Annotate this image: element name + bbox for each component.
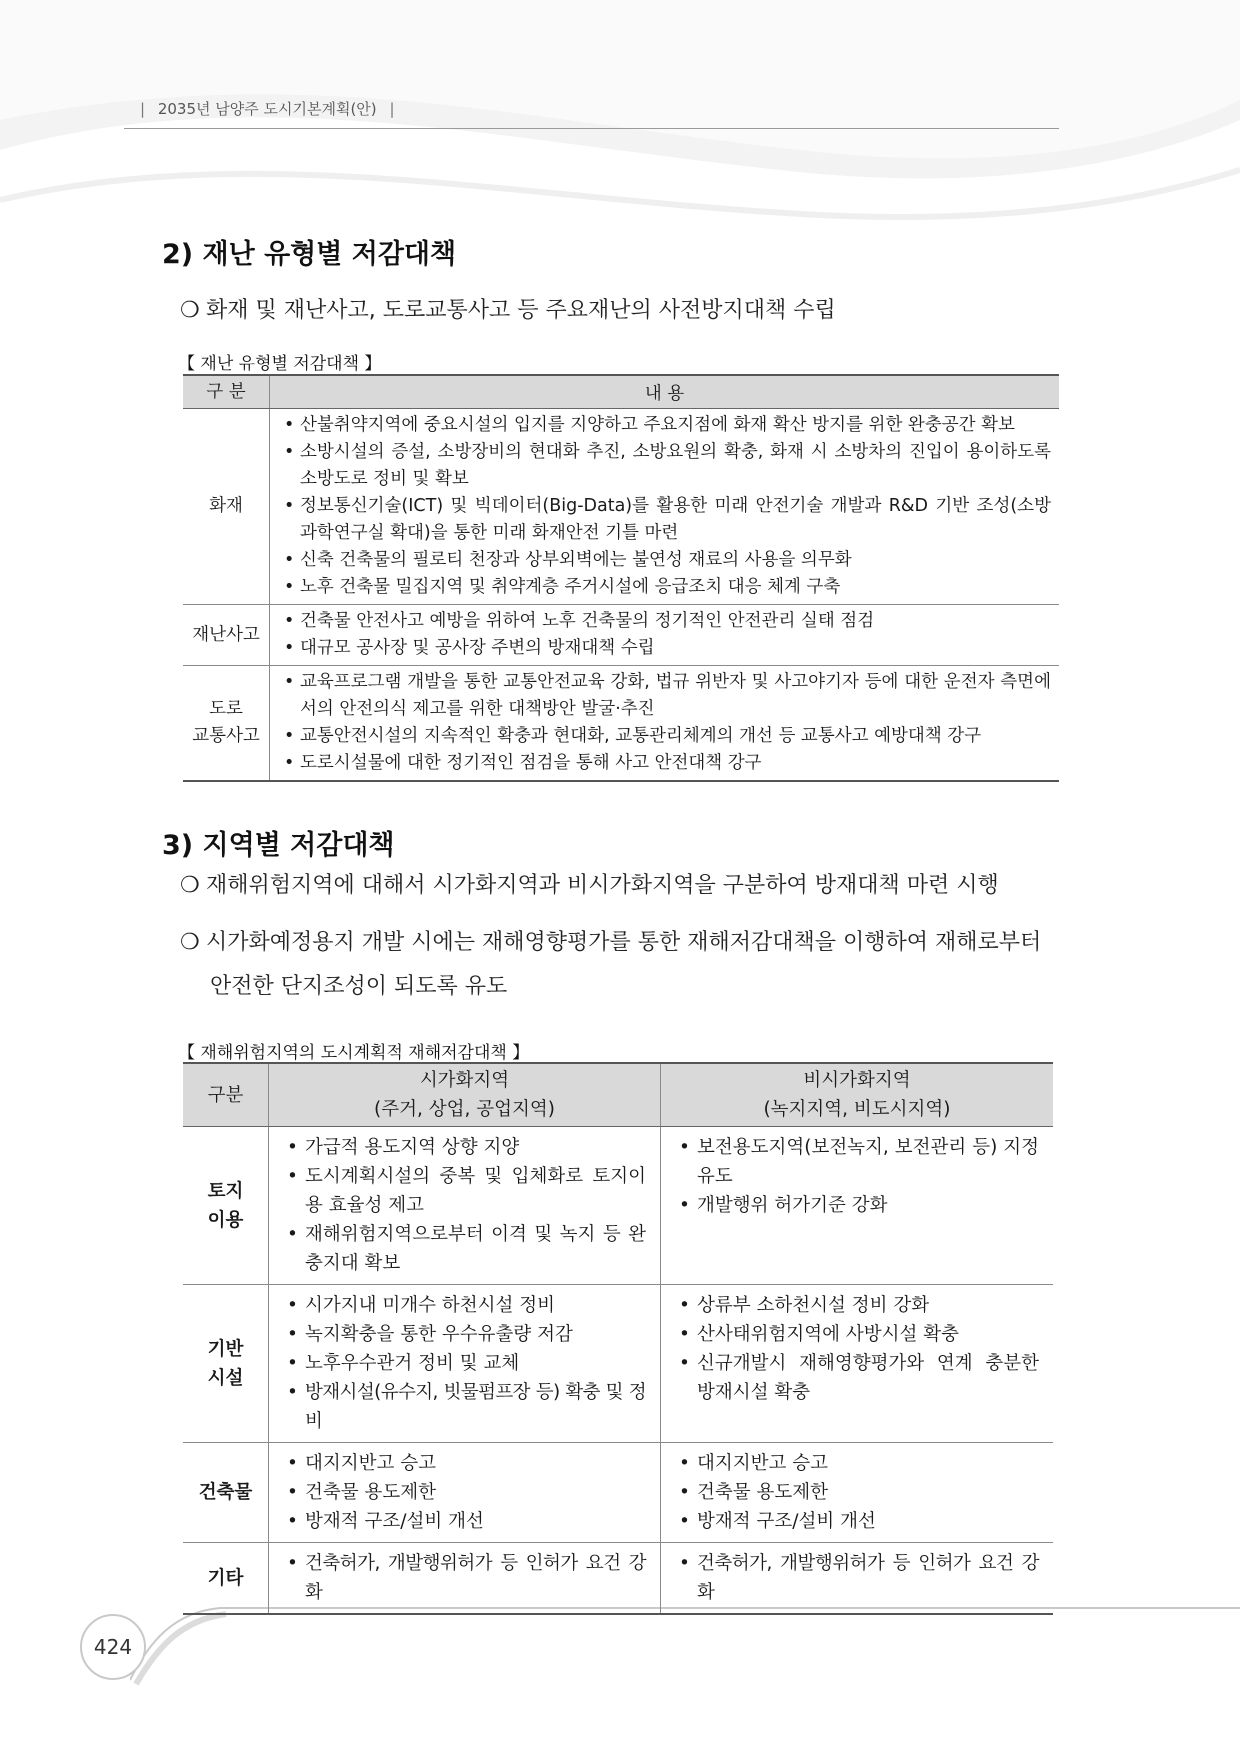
running-header [132,98,403,119]
table-row [183,1443,1053,1543]
list-item: • 대지지반고 승고 [287,1453,436,1474]
table-header-cell: 구분 [183,1063,269,1127]
list-item: • 재해위험지역으로부터 이격 및 녹지 등 완충지대 확보 [287,1224,646,1274]
row-category-disaster-accident: 재난사고 [183,605,270,666]
table-header-cell: 구 분 [183,375,270,409]
nonurban-cell [661,1443,1054,1543]
disaster-type-table [183,374,1059,782]
page-number: 424 [80,1614,146,1680]
list-item: • 산불취약지역에 중요시설의 입지를 지양하고 주요지점에 화재 확산 방지를 위한 완충공간 확보 [284,415,1015,435]
row-category-other: 기타 [183,1543,269,1615]
row-content [270,666,1060,782]
urban-cell [269,1443,661,1543]
list-item: • 시가지내 미개수 하천시설 정비 [287,1295,555,1316]
table-2-caption: 【 재해위험지역의 도시계획적 재해저감대책 】 [178,1043,530,1063]
list-item: • 도시계획시설의 중복 및 입체화로 토지이용 효율성 제고 [287,1166,646,1216]
list-item: • 소방시설의 증설, 소방장비의 현대화 추진, 소방요원의 확충, 화재 시 소방차의 진입이 용이하도록 소방도로 정비 및 확보 [284,442,1051,489]
list-item: • 정보통신기술(ICT) 및 빅데이터(Big-Data)를 활용한 미래 안전기술 개발과 R&D 기반 조성(소방과학연구실 확대)을 통한 미래 화재안전 기틀 마련 [284,496,1051,543]
section-3-title: 3) 지역별 저감대책 [162,830,395,861]
section-3-bullet-1: ❍ 재해위험지역에 대해서 시가화지역과 비시가화지역을 구분하여 방재대책 마련 시행 [180,867,999,905]
table-row [183,666,1059,782]
table-header-cell-nonurban: 비시가화지역 (녹지지역, 비도시지역) [661,1063,1054,1127]
list-item: • 대규모 공사장 및 공사장 주변의 방재대책 수립 [284,638,655,658]
urban-cell [269,1127,661,1285]
nonurban-cell [661,1543,1054,1615]
row-category-traffic-accident: 도로 교통사고 [183,666,270,782]
header-doc-title: 2035년 남양주 도시기본계획(안) [157,100,377,118]
row-category-buildings: 건축물 [183,1443,269,1543]
list-item: • 방재적 구조/설비 개선 [287,1511,484,1532]
table-row [183,409,1059,605]
list-item: • 신규개발시 재해영향평가와 연계 충분한 방재시설 확충 [679,1353,1039,1403]
nonurban-cell [661,1127,1054,1285]
list-item: • 방재시설(유수지, 빗물펌프장 등) 확충 및 정비 [287,1382,646,1432]
list-item: • 건축허가, 개발행위허가 등 인허가 요건 강화 [287,1553,646,1603]
table-header-row [183,375,1059,409]
list-item: • 가급적 용도지역 상향 지양 [287,1137,520,1158]
row-category-fire: 화재 [183,409,270,605]
hollow-circle-icon: ❍ [180,298,200,323]
list-item: • 건축물 안전사고 예방을 위하여 노후 건축물의 정기적인 안전관리 실태 점검 [284,611,875,631]
list-item: • 개발행위 허가기준 강화 [679,1195,888,1216]
hazard-area-table [183,1062,1053,1615]
list-item: • 산사태위험지역에 사방시설 확충 [679,1324,959,1345]
list-item: • 교육프로그램 개발을 통한 교통안전교육 강화, 법규 위반자 및 사고야기자 등에 대한 운전자 측면에서의 안전의식 제고를 위한 대책방안 발굴·추진 [284,672,1051,719]
table-header-cell-urban: 시가화지역 (주거, 상업, 공업지역) [269,1063,661,1127]
table-row [183,605,1059,666]
table-header-cell: 내 용 [270,375,1060,409]
section-3-bullet-2: ❍ 시가화예정용지 개발 시에는 재해영향평가를 통한 재해저감대책을 이행하여 재해로부터 안전한 단지조성이 되도록 유도 [180,924,1041,1006]
hollow-circle-icon: ❍ [180,930,200,955]
list-item: • 건축물 용도제한 [679,1482,828,1503]
table-1-caption: 【 재난 유형별 저감대책 】 [178,354,382,374]
list-item: • 건축허가, 개발행위허가 등 인허가 요건 강화 [679,1553,1039,1603]
list-item: • 방재적 구조/설비 개선 [679,1511,876,1532]
table-row [183,1127,1053,1285]
urban-cell [269,1285,661,1443]
list-item: • 보전용도지역(보전녹지, 보전관리 등) 지정 유도 [679,1137,1039,1187]
page-number-badge [80,1614,146,1680]
list-item: • 노후우수관거 정비 및 교체 [287,1353,520,1374]
list-item: • 건축물 용도제한 [287,1482,436,1503]
table-row [183,1543,1053,1615]
section-2-bullet [180,292,836,330]
list-item: • 도로시설물에 대한 정기적인 점검을 통해 사고 안전대책 강구 [284,753,762,773]
table-header-row [183,1063,1053,1127]
nonurban-cell [661,1285,1054,1443]
list-item: • 대지지반고 승고 [679,1453,828,1474]
row-content [270,409,1060,605]
list-item: • 교통안전시설의 지속적인 확충과 현대화, 교통관리체계의 개선 등 교통사고 예방대책 강구 [284,726,982,746]
header-swoosh-decoration [0,0,1240,260]
urban-cell [269,1543,661,1615]
table-row [183,1285,1053,1443]
row-category-land-use: 토지 이용 [183,1127,269,1285]
section-2-bullet-text: 화재 및 재난사고, 도로교통사고 등 주요재난의 사전방지대책 수립 [206,298,836,323]
header-bar-right: | [389,100,395,118]
section-2-title: 2) 재난 유형별 저감대책 [162,239,457,270]
header-rule [124,128,1059,129]
list-item: • 신축 건축물의 필로티 천장과 상부외벽에는 불연성 재료의 사용을 의무화 [284,550,852,570]
list-item: • 노후 건축물 밀집지역 및 취약계층 주거시설에 응급조치 대응 체계 구축 [284,577,841,597]
list-item: • 녹지확충을 통한 우수유출량 저감 [287,1324,573,1345]
row-category-infrastructure: 기반 시설 [183,1285,269,1443]
hollow-circle-icon: ❍ [180,873,200,898]
header-bar-left: | [140,100,146,118]
row-content [270,605,1060,666]
list-item: • 상류부 소하천시설 정비 강화 [679,1295,930,1316]
